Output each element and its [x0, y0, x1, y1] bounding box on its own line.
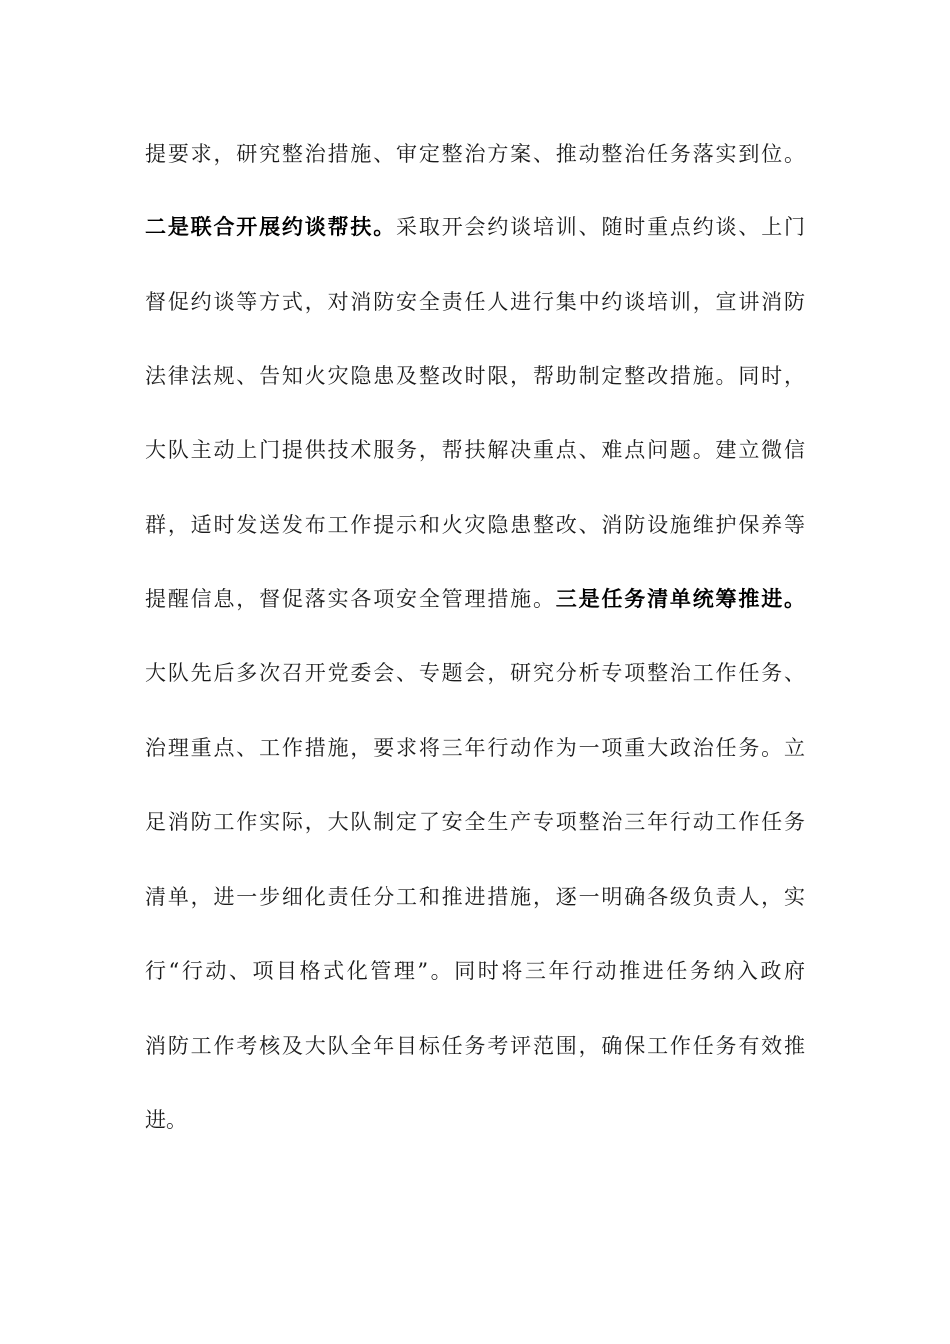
body-text: 督促约谈等方式，对消防安全责任人进行集中约谈培训，宣讲消防	[145, 290, 805, 314]
body-text: 治理重点、工作措施，要求将三年行动作为一项重大政治任务。立	[145, 736, 805, 760]
body-text: 进。	[145, 1108, 187, 1132]
body-text: 群，适时发送发布工作提示和火灾隐患整改、消防设施维护保养等	[145, 513, 805, 537]
body-text: 行“行动、项目格式化管理”。同时将三年行动推进任务纳入政府	[145, 959, 805, 983]
body-text: 大队先后多次召开党委会、专题会，研究分析专项整治工作任务、	[145, 661, 805, 685]
text-line-5	[145, 430, 805, 470]
body-text: 提要求，研究整治措施、审定整治方案、推动整治任务落实到位。	[145, 142, 805, 166]
body-text: 足消防工作实际，大队制定了安全生产专项整治三年行动工作任务	[145, 810, 805, 834]
text-line-3	[145, 282, 805, 322]
body-text: 提醒信息，督促落实各项安全管理措施。	[145, 587, 556, 611]
text-line-9	[145, 728, 805, 768]
text-line-13	[145, 1026, 805, 1066]
text-line-10	[145, 802, 805, 842]
text-line-6	[145, 505, 805, 545]
text-line-7	[145, 579, 805, 619]
text-line-1	[145, 134, 805, 174]
section-heading-task-list: 三是任务清单统筹推进。	[555, 587, 805, 611]
body-text: 法律法规、告知火灾隐患及整改时限，帮助制定整改措施。同时，	[145, 364, 805, 388]
body-text: 大队主动上门提供技术服务，帮扶解决重点、难点问题。建立微信	[145, 438, 805, 462]
text-line-8	[145, 653, 805, 693]
text-line-4	[145, 356, 805, 396]
body-text: 消防工作考核及大队全年目标任务考评范围，确保工作任务有效推	[145, 1034, 805, 1058]
body-text: 采取开会约谈培训、随时重点约谈、上门	[396, 215, 805, 239]
text-line-14	[145, 1100, 805, 1140]
body-text: 清单，进一步细化责任分工和推进措施，逐一明确各级负责人，实	[145, 885, 805, 909]
text-line-2	[145, 207, 805, 247]
text-line-12	[145, 951, 805, 991]
text-line-11	[145, 877, 805, 917]
section-heading-joint-interview: 二是联合开展约谈帮扶。	[145, 215, 397, 239]
